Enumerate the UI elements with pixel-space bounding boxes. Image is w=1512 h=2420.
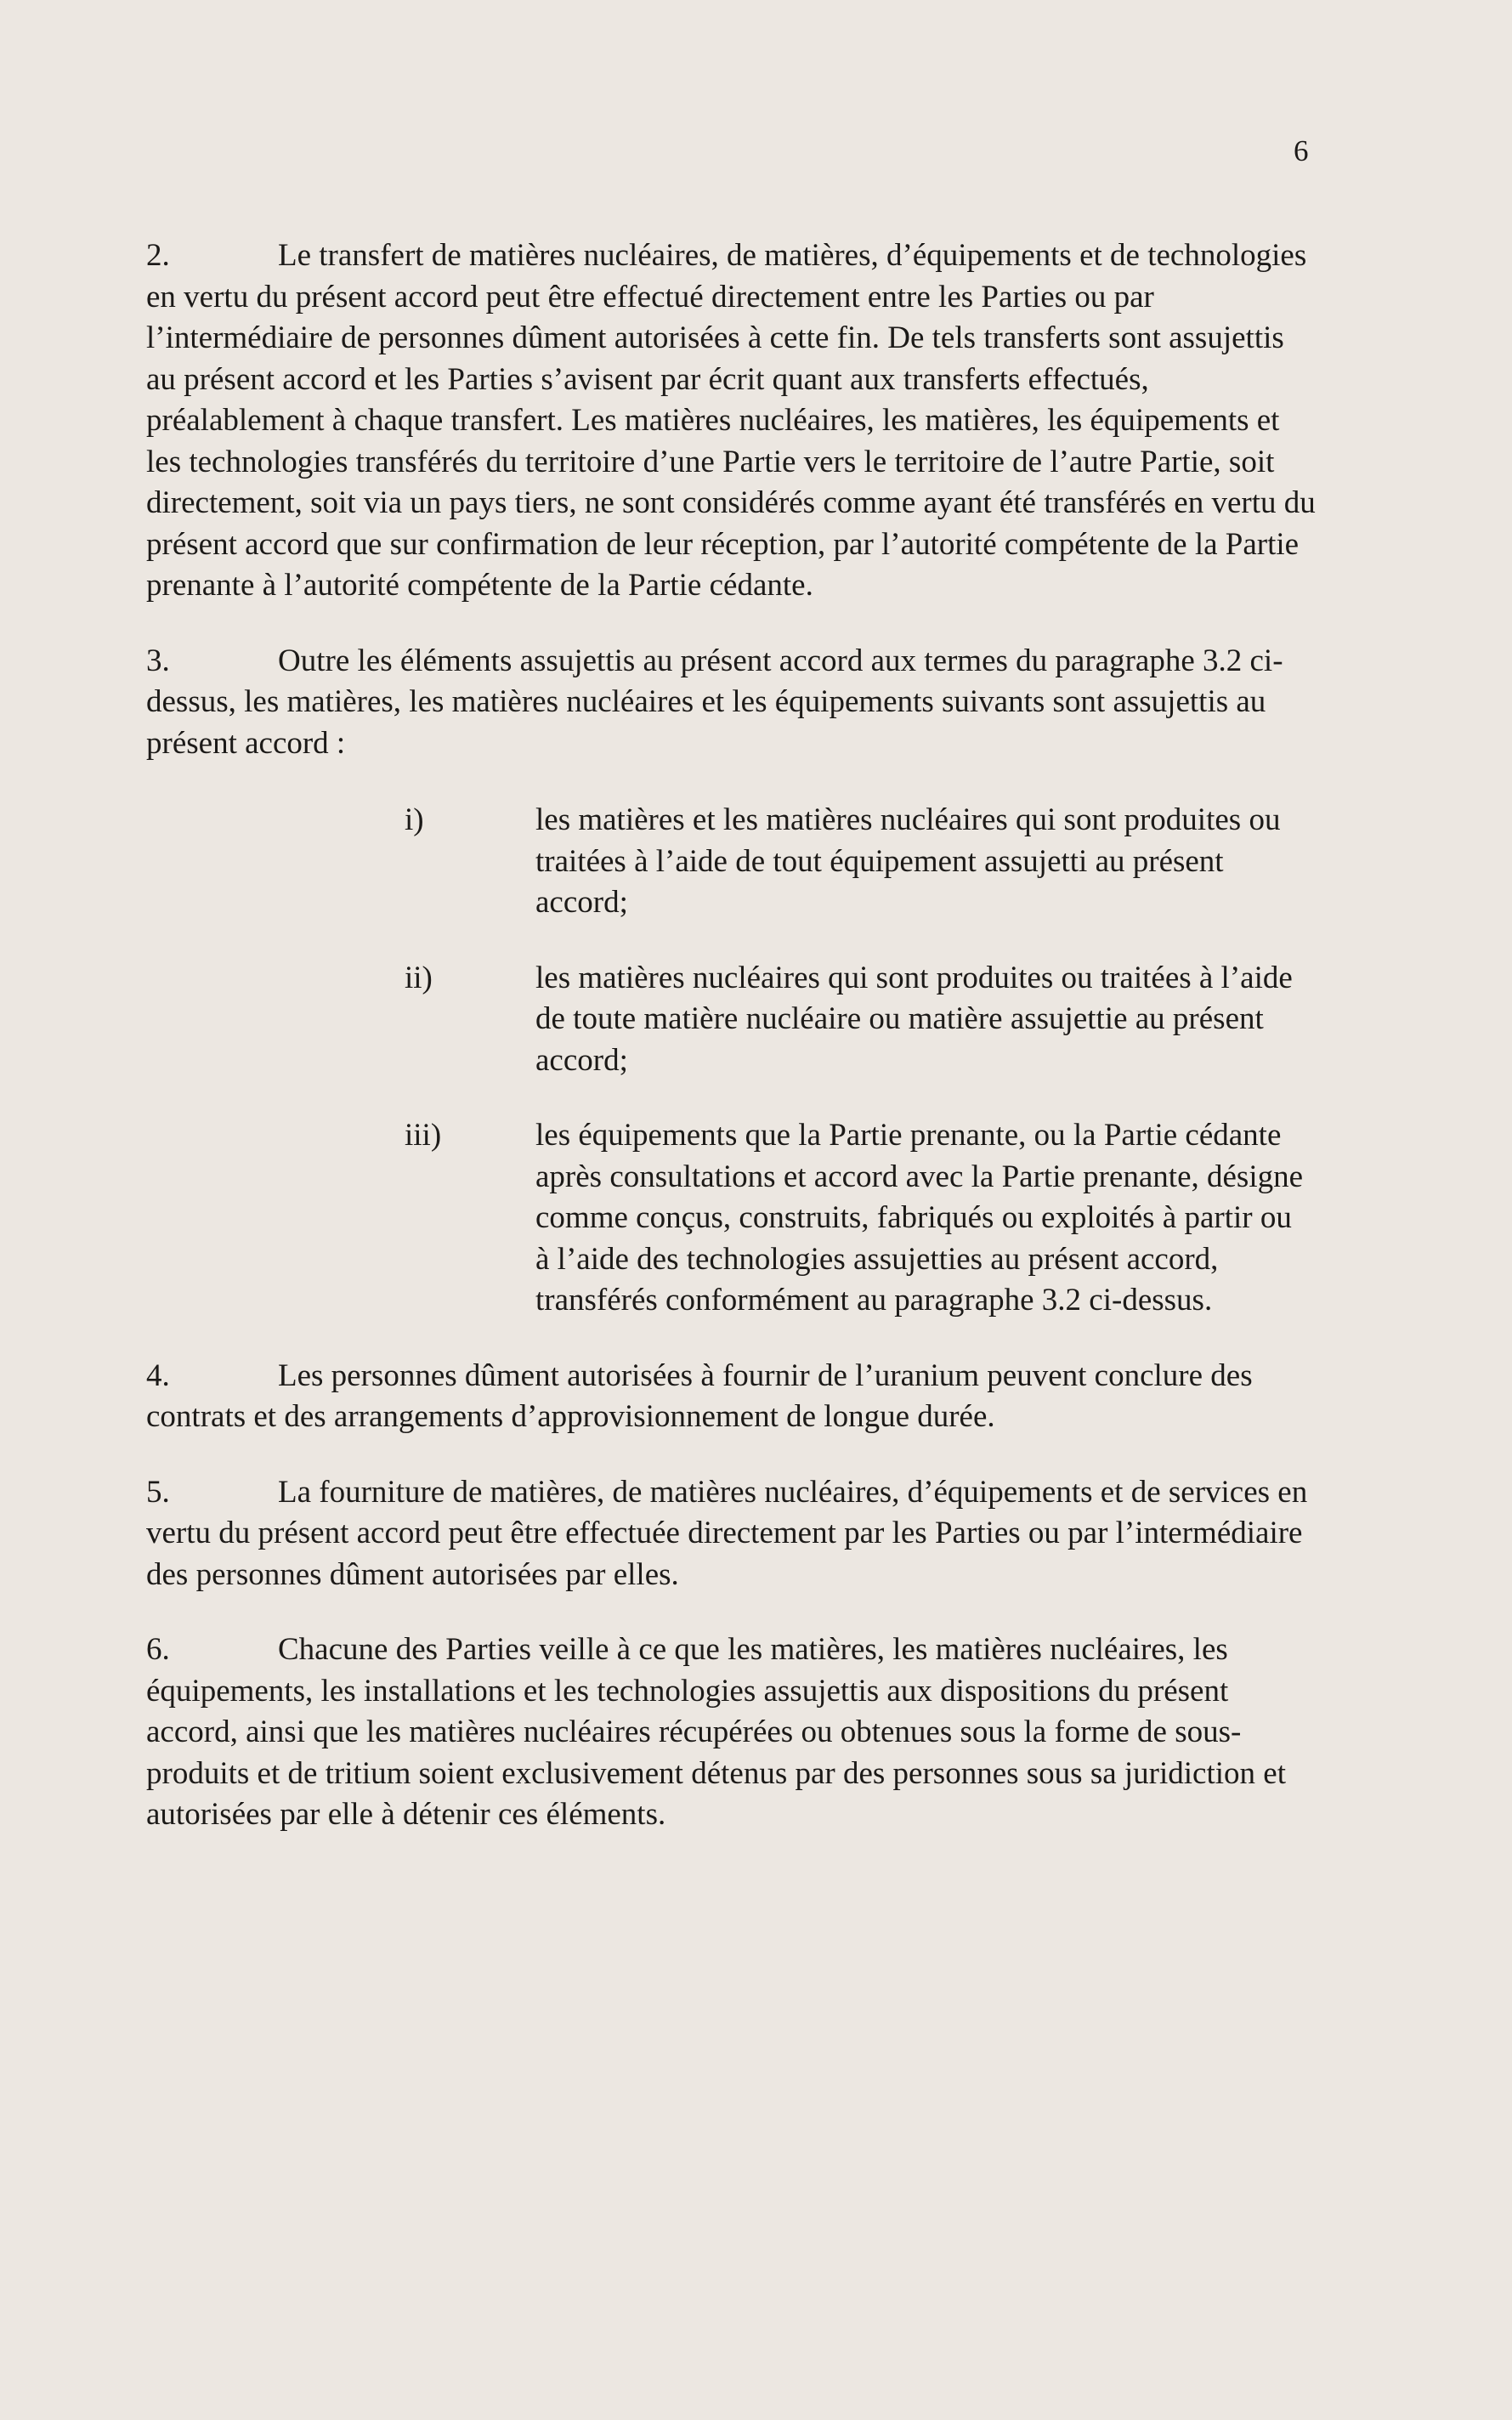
sub-item-list: [146, 800, 1319, 1322]
paragraph-text: Outre les éléments assujettis au présent accord aux termes du paragraphe 3.2 ci-dessus, les matières, les matières nucléaires et les équipements suivants sont assujettis au présent accord :: [146, 643, 1283, 761]
paragraph-number: 2.: [146, 238, 170, 273]
paragraph-4: [146, 1356, 1319, 1438]
paragraph-number: 3.: [146, 643, 170, 678]
list-item-text: les matières nucléaires qui sont produites ou traitées à l’aide de toute matière nucléaire ou matière assujettie au présent accord;: [535, 960, 1293, 1078]
list-item-ii: ii) les matières nucléaires qui sont produites ou traitées à l’aide de toute matière nucléaire ou matière assujettie au présent accord;: [146, 958, 1319, 1082]
paragraph-3: [146, 641, 1319, 765]
document-body: [146, 235, 1319, 1870]
paragraph-text: Les personnes dûment autorisées à fournir de l’uranium peuvent conclure des contrats et des arrangements d’approvisionnement de longue durée.: [146, 1357, 1253, 1434]
paragraph-5: [146, 1472, 1319, 1596]
list-item-iii: iii) les équipements que la Partie prenante, ou la Partie cédante après consultations et accord avec la Partie prenante, désigne comme conçus, construits, fabriqués ou exploités à partir ou à l’aide des technologies assujetties au présent accord, transférés conformément au paragraphe 3.2 ci-dessus.: [146, 1115, 1319, 1322]
paragraph-text: Chacune des Parties veille à ce que les matières, les matières nucléaires, les équipements, les installations et les technologies assujettis aux dispositions du présent accord, ainsi que les matières nucléaires récupérées ou obtenues sous la forme de sous-produits et de tritium soient exclusivement détenus par des personnes sous sa juridiction et autorisées par elle à détenir ces éléments.: [146, 1632, 1286, 1832]
paragraph-6: [146, 1629, 1319, 1836]
paragraph-text: Le transfert de matières nucléaires, de matières, d’équipements et de technologies en vertu du présent accord peut être effectué directement entre les Parties ou par l’intermédiaire de personnes dûment autorisées à cette fin. De tels transferts sont assujettis au présent accord et les Parties s’avisent par écrit quant aux transferts effectués, préalablement à chaque transfert. Les matières nucléaires, les matières, les équipements et les technologies transférés du territoire d’une Partie vers le territoire de l’autre Partie, soit directement, soit via un pays tiers, ne sont considérés comme ayant été transférés en vertu du présent accord que sur confirmation de leur réception, par l’autorité compétente de la Partie prenante à l’autorité compétente de la Partie cédante.: [146, 238, 1316, 603]
paragraph-number: 4.: [146, 1357, 170, 1393]
list-item-i: i) les matières et les matières nucléaires qui sont produites ou traitées à l’aide de tout équipement assujetti au présent accord;: [146, 800, 1319, 924]
paragraph-number: 6.: [146, 1632, 170, 1667]
paragraph-number: 5.: [146, 1474, 170, 1510]
list-item-text: les équipements que la Partie prenante, ou la Partie cédante après consultations et accord avec la Partie prenante, désigne comme conçus, construits, fabriqués ou exploités à partir ou à l’aide des technologies assujetties au présent accord, transférés conformément au paragraphe 3.2 ci-dessus.: [535, 1118, 1304, 1318]
paragraph-text: La fourniture de matières, de matières nucléaires, d’équipements et de services en vertu du présent accord peut être effectuée directement par les Parties ou par l’intermédiaire des personnes dûment autorisées par elles.: [146, 1474, 1308, 1592]
page-number: 6: [1294, 134, 1309, 167]
paragraph-2: [146, 235, 1319, 607]
list-item-text: les matières et les matières nucléaires qui sont produites ou traitées à l’aide de tout équipement assujetti au présent accord;: [535, 802, 1281, 920]
